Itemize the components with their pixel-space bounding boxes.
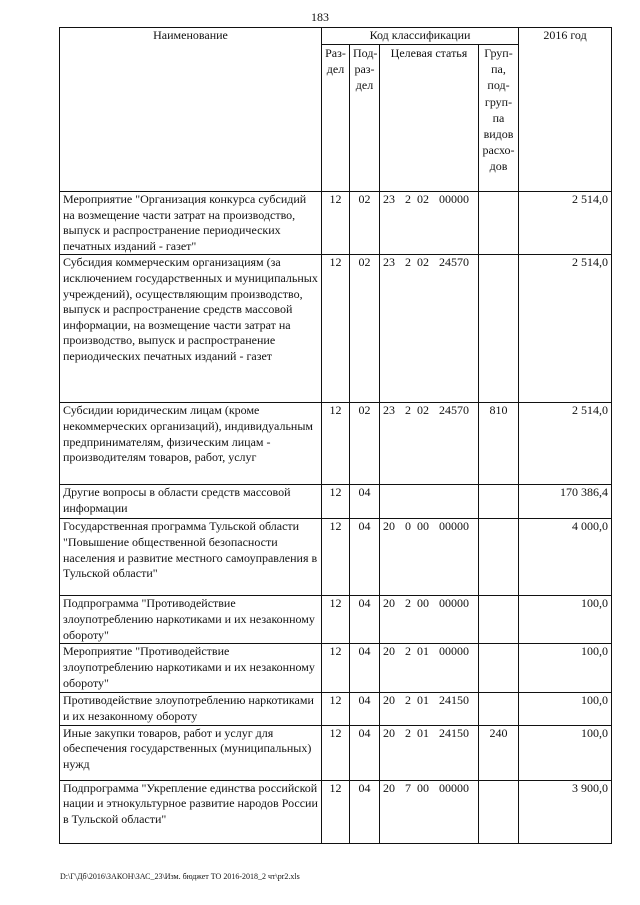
header-celevaya: Целевая статья (380, 45, 479, 192)
table-row (60, 780, 612, 843)
row-value-2016: 2 514,0 (519, 403, 612, 485)
cs-part: 00000 (439, 780, 469, 795)
row-podrazdel: 04 (350, 725, 380, 780)
cs-part: 01 (417, 693, 429, 708)
cs-part: 02 (417, 192, 429, 206)
cs-part: 23 (383, 192, 395, 206)
cs-part: 00000 (439, 519, 469, 534)
row-vid-rashodov (479, 693, 519, 725)
row-vid-rashodov (479, 644, 519, 693)
table-row (60, 596, 612, 644)
cs-part: 24150 (439, 725, 469, 740)
row-value-2016: 100,0 (519, 693, 612, 725)
cs-part: 23 (383, 403, 395, 418)
table-row (60, 725, 612, 780)
header-razdel: Раз- дел (322, 45, 350, 192)
row-celevaya-statya (380, 192, 479, 255)
page-number: 183 (311, 10, 329, 24)
cs-part: 00000 (439, 644, 469, 659)
cs-part: 20 (383, 596, 395, 611)
row-razdel: 12 (322, 192, 350, 255)
cs-part: 20 (383, 725, 395, 740)
cs-part: 20 (383, 644, 395, 659)
row-podrazdel: 04 (350, 693, 380, 725)
header-vid: Груп- па, под- груп- па видов расхо- дов (479, 45, 519, 192)
cs-part: 2 (405, 725, 411, 740)
row-vid-rashodov (479, 485, 519, 519)
row-celevaya-statya (380, 644, 479, 693)
cs-part: 0 (405, 519, 411, 534)
row-vid-rashodov: 240 (479, 725, 519, 780)
cs-part: 2 (405, 403, 411, 418)
row-value-2016: 100,0 (519, 725, 612, 780)
row-celevaya-statya (380, 519, 479, 596)
row-podrazdel: 04 (350, 644, 380, 693)
row-vid-rashodov (479, 255, 519, 403)
row-name: Противодействие злоупотреблению наркотиками и их незаконному обороту (60, 693, 322, 725)
cs-part: 00000 (439, 596, 469, 611)
cs-part: 02 (417, 255, 429, 270)
row-vid-rashodov: 810 (479, 403, 519, 485)
row-value-2016: 170 386,4 (519, 485, 612, 519)
row-name: Иные закупки товаров, работ и услуг для обеспечения государственных (муниципальных) нужд (60, 725, 322, 780)
row-value-2016: 4 000,0 (519, 519, 612, 596)
row-value-2016: 100,0 (519, 644, 612, 693)
cs-part: 00 (417, 596, 429, 611)
row-razdel: 12 (322, 485, 350, 519)
row-name: Субсидии юридическим лицам (кроме некоммерческих организаций), индивидуальным предпринимателям, физическим лицам - производителям товаров, работ, услуг (60, 403, 322, 485)
row-podrazdel: 04 (350, 485, 380, 519)
cs-part: 01 (417, 644, 429, 659)
row-name: Подпрограмма "Противодействие злоупотреблению наркотиками и их незаконному обороту" (60, 596, 322, 644)
cs-part: 00 (417, 780, 429, 795)
row-value-2016: 2 514,0 (519, 192, 612, 255)
row-razdel: 12 (322, 519, 350, 596)
table-row (60, 485, 612, 519)
cs-part: 20 (383, 780, 395, 795)
row-podrazdel: 02 (350, 255, 380, 403)
cs-part: 02 (417, 403, 429, 418)
cs-part: 2 (405, 644, 411, 659)
cs-part: 00 (417, 519, 429, 534)
row-celevaya-statya (380, 596, 479, 644)
cs-part: 2 (405, 255, 411, 270)
row-podrazdel: 02 (350, 192, 380, 255)
cs-part: 7 (405, 780, 411, 795)
cs-part: 24570 (439, 403, 469, 418)
row-celevaya-statya (380, 255, 479, 403)
table-row (60, 644, 612, 693)
table-row (60, 693, 612, 725)
row-razdel: 12 (322, 644, 350, 693)
table-row (60, 519, 612, 596)
row-celevaya-statya (380, 725, 479, 780)
row-podrazdel: 04 (350, 780, 380, 843)
cs-part: 23 (383, 255, 395, 270)
table-row (60, 192, 612, 255)
row-vid-rashodov (479, 519, 519, 596)
row-value-2016: 2 514,0 (519, 255, 612, 403)
cs-part: 20 (383, 693, 395, 708)
file-path-footer: D:\Г\Дб\2016\ЗАКОН\ЗАС_23\Изм. бюджет ТО 2016-2018_2 чт\pr2.xls (60, 872, 300, 881)
row-name: Мероприятие "Организация конкурса субсидий на возмещение части затрат на производство, выпуск и распространение периодических печатных изданий - газет" (60, 192, 322, 255)
row-vid-rashodov (479, 596, 519, 644)
row-celevaya-statya (380, 403, 479, 485)
row-podrazdel: 02 (350, 403, 380, 485)
row-celevaya-statya (380, 485, 479, 519)
row-value-2016: 100,0 (519, 596, 612, 644)
budget-table (59, 27, 612, 844)
cs-part: 2 (405, 596, 411, 611)
row-name: Другие вопросы в области средств массовой информации (60, 485, 322, 519)
row-razdel: 12 (322, 725, 350, 780)
row-vid-rashodov (479, 780, 519, 843)
cs-part: 2 (405, 192, 411, 206)
row-celevaya-statya (380, 780, 479, 843)
header-year: 2016 год (519, 28, 612, 192)
cs-part: 01 (417, 725, 429, 740)
row-razdel: 12 (322, 780, 350, 843)
header-name: Наименование (60, 28, 322, 192)
row-name: Государственная программа Тульской области "Повышение общественной безопасности населения и развитие местного самоуправления в Тульской области" (60, 519, 322, 596)
row-podrazdel: 04 (350, 519, 380, 596)
row-podrazdel: 04 (350, 596, 380, 644)
row-name: Подпрограмма "Укрепление единства российской нации и этнокультурное развитие народов России в Тульской области" (60, 780, 322, 843)
cs-part: 00000 (439, 192, 469, 206)
row-celevaya-statya (380, 693, 479, 725)
row-razdel: 12 (322, 403, 350, 485)
row-razdel: 12 (322, 693, 350, 725)
table-row (60, 403, 612, 485)
row-razdel: 12 (322, 255, 350, 403)
cs-part: 20 (383, 519, 395, 534)
row-razdel: 12 (322, 596, 350, 644)
header-code-group: Код классификации (322, 28, 519, 45)
cs-part: 2 (405, 693, 411, 708)
cs-part: 24570 (439, 255, 469, 270)
header-podrazdel: Под- раз- дел (350, 45, 380, 192)
row-name: Субсидия коммерческим организациям (за исключением государственных и муниципальных учреждений), осуществляющим производство, выпуск и распространение средств массовой информации, на возмещение части затрат на производство, выпуск и распространение периодических печатных изданий - газет (60, 255, 322, 403)
row-vid-rashodov (479, 192, 519, 255)
table-row (60, 255, 612, 403)
row-name: Мероприятие "Противодействие злоупотреблению наркотиками и их незаконному обороту" (60, 644, 322, 693)
row-value-2016: 3 900,0 (519, 780, 612, 843)
cs-part: 24150 (439, 693, 469, 708)
